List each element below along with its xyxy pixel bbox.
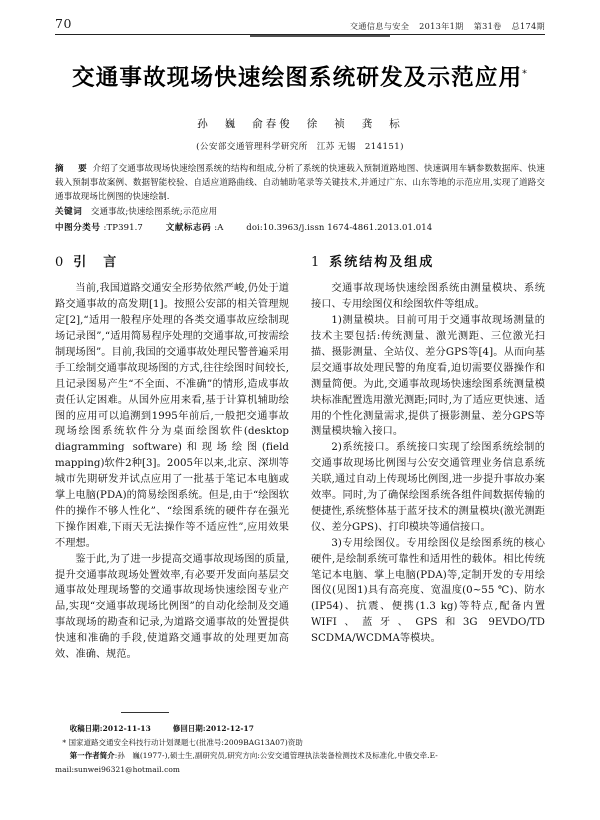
footnote-funding: * 国家道路交通安全科技行动计划课题七(批准号:2009BAG13A07)资助 (62, 737, 303, 747)
keywords-paragraph (55, 206, 545, 220)
author-affiliation: (公安部交通管理科学研究所 江苏 无锡 214151) (196, 142, 404, 152)
clc-label: 中图分类号 (55, 223, 101, 234)
author-name: 龚 (361, 118, 376, 130)
clc-segment: 中图分类号 :TP391.7 (55, 223, 143, 234)
doc-code-label: 文献标志码 (165, 223, 212, 234)
running-head (55, 18, 545, 31)
paragraph: 交通事故现场快速绘图系统由测量模块、系统接口、专用绘图仪和绘图软件等组成。 (311, 283, 545, 311)
keywords-text: 交通事故;快速绘图系统;示范应用 (90, 207, 218, 218)
doc-code-segment: 文献标志码 :A (165, 223, 224, 234)
section-heading-intro (55, 253, 289, 273)
author-name: 徐 (306, 118, 321, 130)
received-label: 收稿日期 (69, 724, 100, 733)
author-name: 标 (389, 118, 403, 130)
author-name: 孙 (197, 118, 211, 130)
revised-value: 2012-12-17 (205, 724, 254, 733)
author-name: 祯 (334, 118, 348, 130)
body-columns (55, 253, 545, 693)
abstract-paragraph (55, 163, 545, 204)
header-rule-smudge (250, 35, 390, 37)
author-name: 巍 (224, 118, 239, 130)
doi-value: doi:10.3963/j.issn 1674-4861.2013.01.014 (246, 223, 433, 234)
section-number: 1 (311, 255, 320, 270)
revised-segment: 修回日期:2012-12-17 (172, 724, 254, 733)
section-title: 系统结构及组成 (329, 255, 435, 270)
doc-code-value: A (217, 223, 224, 234)
left-column (55, 253, 289, 693)
author-list (0, 116, 600, 131)
paragraph: 当前,我国道路交通安全形势依然严峻,仍处于道路交通事故的高发期[1]。按照公安部的相关管理规定[2],“适用一般程序处理的各类交通事故应绘制现场记录图”,“适用简易程序处理的交通事故,可按需绘制现场图”。目前,我国的交通事故处理民警普遍采用手工绘制交通事故现场图的方式,往往绘图时间较长,且记录图易产生“不全面、不准确”的情形,造成事故责任认定困难。从国外应用来看,基于计算机辅助绘图的应用可以追溯到1995年前后,一般把交通事故现场绘图系统软件分为桌面绘图软件(desktop diagramming software)和现场绘图(field mapping)软件2种[3]。2005年以来,北京、深圳等城市先期研发并试点应用了一批基于笔记本电脑或掌上电脑(PDA)的简易绘图系统。但是,由于“绘图软件的操作不够人性化”、“绘图系统的硬件存在强光下操作困难,下雨天无法操作等不适应性”,应用效果不理想。 (55, 283, 289, 549)
journal-name: 交通信息与安全 (349, 21, 410, 32)
author-name: 俞春俊 (252, 118, 293, 130)
classification-paragraph (55, 222, 545, 236)
footnote-block (55, 722, 545, 777)
right-column (311, 253, 545, 693)
title-footnote-marker: * (522, 69, 528, 80)
footnote-bio: 第一作者简介:孙 巍(1977-),硕士生,副研究员,研究方向:公安交通管理执法装备检测技术及标准化,中俄交牵.E-mail:sunwei96321@hotmail.com (55, 751, 438, 775)
page-number: 70 (55, 16, 72, 31)
clc-value: TP391.7 (106, 223, 143, 234)
paragraph: 2)系统接口。系统接口实现了绘图系统绘制的交通事故现场比例图与公安交通管理业务信息系统关联,通过自动上传现场比例图,进一步提升事故办案效率。同时,为了确保绘图系统各组件间数据传输的便捷性,系统整体基于蓝牙技术的测量模块(激光测距仪、差分GPS)、打印模块等通信接口。 (311, 442, 545, 533)
journal-volume: 第31卷 (473, 21, 502, 32)
bio-label: 第一作者简介 (69, 751, 115, 761)
article-title: 交通事故现场快速绘图系统研发及示范应用 (71, 65, 523, 91)
bio-text: 孙 巍(1977-),硕士生,副研究员,研究方向:公安交通管理执法装备检测技术及标准化,中俄交牵.E-mail:sunwei96321@hotmail.com (55, 751, 438, 775)
abstract-block (55, 163, 545, 238)
paragraph: 3)专用绘图仪。专用绘图仪是绘图系统的核心硬件,是绘制系统可靠性和适用性的载体。相比传统笔记本电脑、掌上电脑(PDA)等,定制开发的专用绘图仪(见图1)具有高亮度、宽温度(0~55 ℃)、防水(IP54)、抗震、便携(1.3 kg)等特点,配备内置WIFI、蓝牙、GPS和3G 9EVDO/TD SCDMA/WCDMA等模块。 (311, 537, 545, 645)
journal-serial: 总174期 (511, 21, 545, 32)
abstract-label: 摘 要 (55, 164, 90, 174)
keywords-label: 关键词 (55, 207, 83, 218)
paragraph: 1)测量模块。目前可用于交通事故现场测量的技术主要包括:传统测量、激光测距、三位激光扫描、摄影测量、全站仪、差分GPS等[4]。从而向基层交通事故处理民警的角度看,迫切需要仪器操作和测量简便。为此,交通事故现场快速绘图系统测量模块标准配置选用激光测距;同时,为了适应更快速、适用的个性化测量需求,提供了摄影测量、差分GPS等测量模块输入接口。 (311, 315, 545, 438)
journal-year-issue: 2013年1期 (419, 21, 464, 32)
page-title (0, 60, 600, 92)
footnote-dates: 收稿日期:2012-11-13 修回日期:2012-12-17 (69, 724, 254, 733)
received-value: 2012-11-13 (102, 724, 151, 733)
abstract-text: 介绍了交通事故现场快速绘图系统的结构和组成,分析了系统的快速载入预制道路地图、快速调用车辆参数数据库、快速载入预制事故案例、数据智能校验、自适应道路曲线、自动辅助笔录等关键技术,并通过广东、山东等地的示范应用,实现了道路交通事故现场比例图的快速绘制. (55, 164, 545, 202)
revised-label: 修回日期 (172, 724, 203, 733)
footnote-separator (122, 712, 168, 713)
section-heading-system (311, 253, 545, 273)
journal-info (350, 22, 545, 30)
paragraph: 鉴于此,为了进一步提高交通事故现场图的质量,提升交通事故现场处置效率,有必要开发面向基层交通事故处理现场警的交通事故现场快速绘图专业产品,实现“交通事故现场比例图”的自动化绘制及交通事故现场的勘查和记录,为道路交通事故的处置提供快速和准确的手段,使道路交通事故的处理更加高效、准确、规范。 (55, 553, 289, 661)
section-title: 引 言 (73, 255, 119, 270)
section-number: 0 (55, 255, 64, 270)
